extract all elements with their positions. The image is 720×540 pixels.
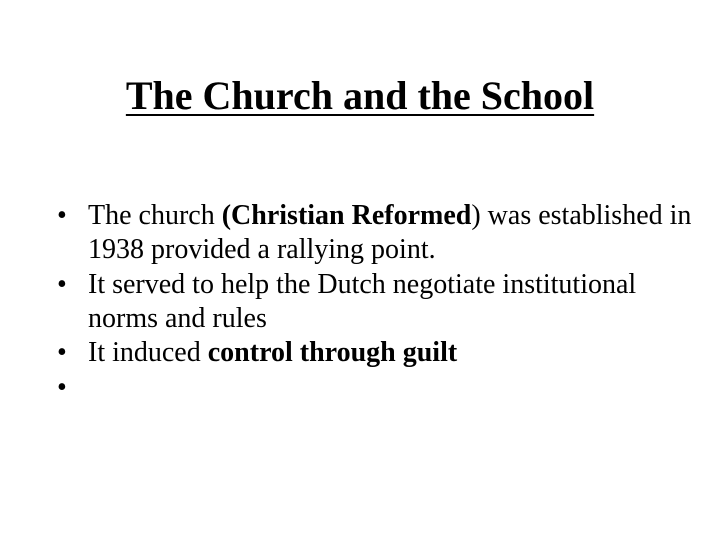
bullet-text: ) was established in 1938 provided a rallying point. [88,200,692,265]
bullet-icon: • [57,371,67,403]
bullet-item [57,371,707,405]
bullet-list [57,199,707,405]
bullet-icon: • [57,337,67,368]
bullet-emphasis: control through guilt [207,337,458,368]
bullet-item [57,199,707,267]
bullet-item [57,268,707,336]
slide-title-text: The Church and the School [125,73,595,118]
bullet-item [57,336,707,370]
bullet-text: It served to help the Dutch negotiate institutional norms and rules [88,268,637,334]
bullet-emphasis: (Christian Reformed [221,200,472,231]
bullet-text: The church [88,200,222,231]
bullet-icon: • [57,268,67,300]
bullet-icon: • [57,200,67,231]
slide-title [0,72,720,120]
bullet-text: It induced [88,337,208,368]
